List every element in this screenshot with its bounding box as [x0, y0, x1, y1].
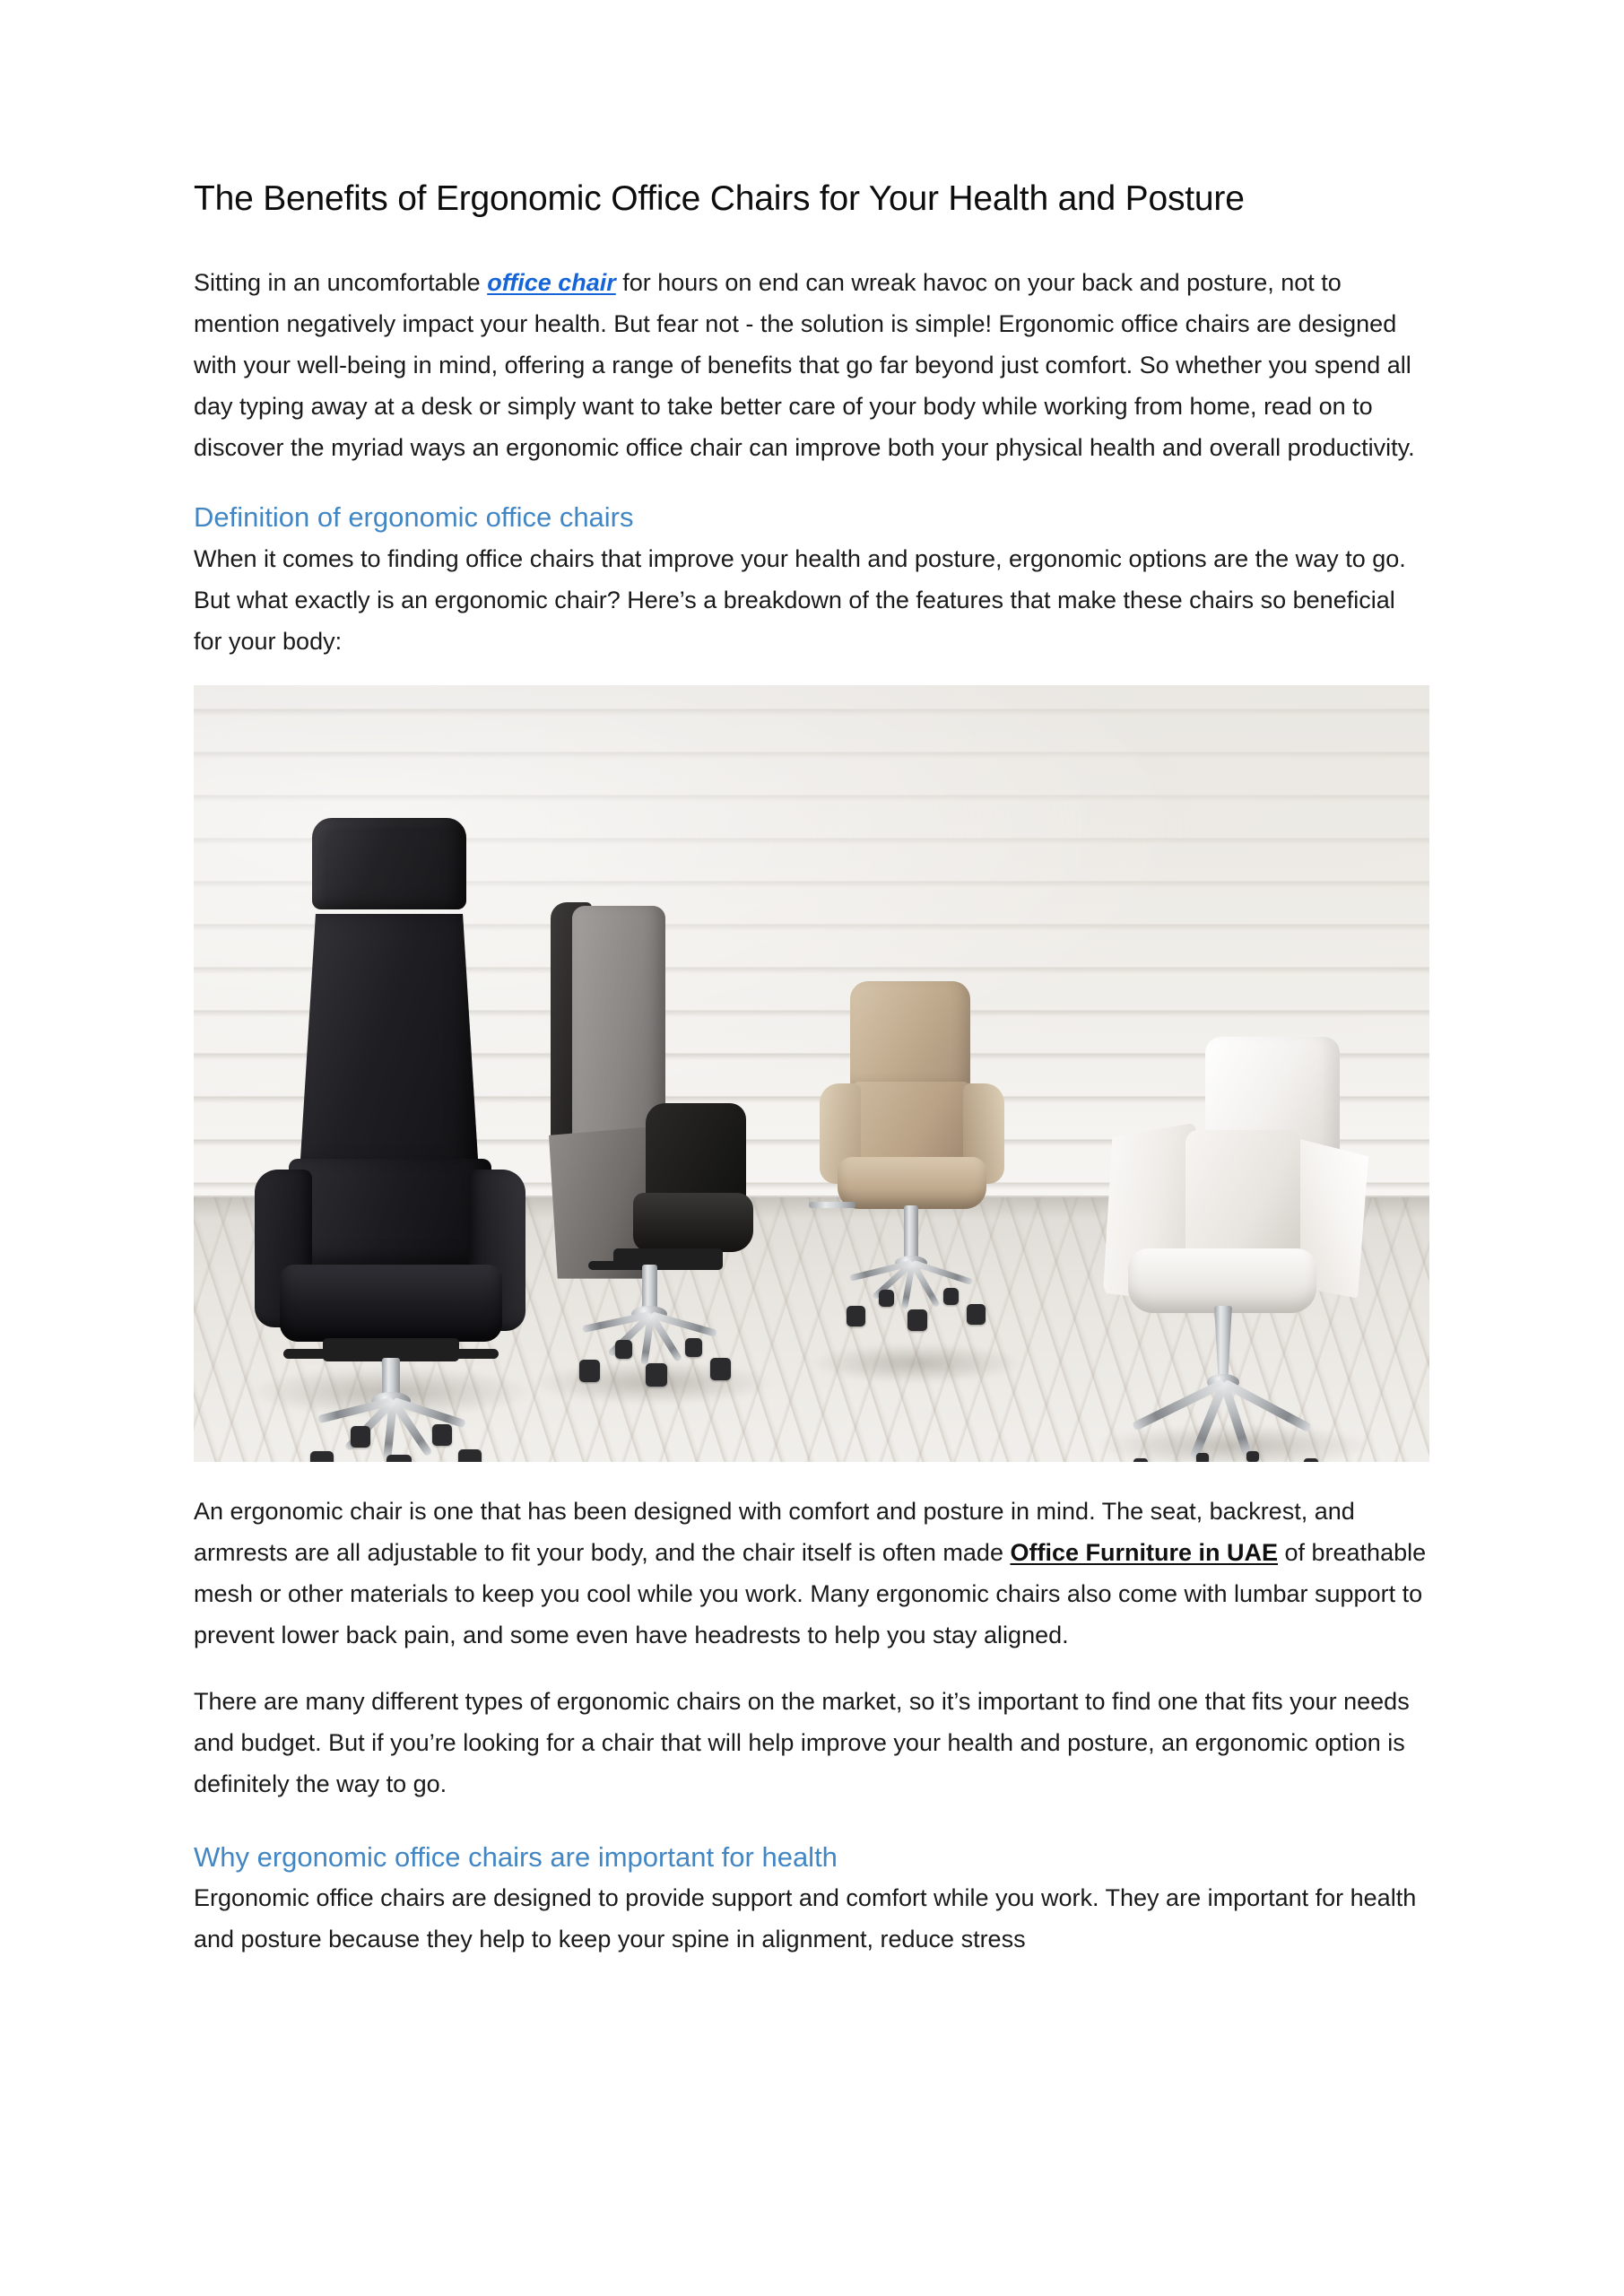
caster-wheel — [615, 1340, 632, 1359]
office-chair-link[interactable]: office chair — [487, 268, 616, 296]
white-low-back-swivel-chair — [1099, 1037, 1368, 1462]
beige-low-back-swivel-chair — [812, 981, 1019, 1403]
seat-cushion — [633, 1193, 753, 1252]
backrest-cushion — [300, 914, 479, 1174]
caster-wheel — [847, 1306, 865, 1326]
gas-lift-column — [904, 1205, 918, 1263]
chair-types-paragraph: There are many different types of ergonomic chairs on the market, so it’s important to find one that fits your needs and budget. But if you’re looking for a chair that will help improve your health and posture, an ergonomic option is definitely the way to go. — [194, 1687, 1410, 1797]
caster-wheel — [879, 1290, 894, 1307]
caster-wheel — [432, 1424, 452, 1446]
office-chairs-photo — [194, 685, 1429, 1462]
document-content — [194, 179, 1429, 1960]
section-heading-definition: Definition of ergonomic office chairs — [194, 500, 634, 533]
caster-wheel — [310, 1451, 334, 1462]
page-title: The Benefits of Ergonomic Office Chairs for Your Health and Posture — [194, 179, 1245, 218]
tilt-lever-left — [283, 1349, 339, 1359]
intro-text-after-link: for hours on end can wreak havoc on your back and posture, not to mention negatively impact your health. But fear not - the solution is simple! Ergonomic office chairs are designed with your well-being in mind, offering a range of benefits that go far beyond just comfort. So whether you spend all day typing away at a desk or simply want to take better care of your body while working from home, read on to discover the myriad ways an ergonomic office chair can improve both your physical health and overall productivity. — [194, 268, 1415, 461]
para1-text-before-link: An ergonomic chair is one that has been designed with comfort and posture in mind. The seat, backrest, and armrests are all adjustable to fit your body, and the chair itself is often made — [194, 1497, 1355, 1566]
caster-wheel — [967, 1304, 986, 1325]
glide-foot — [1133, 1458, 1148, 1462]
tilt-lever — [588, 1261, 637, 1270]
caster-wheel — [685, 1338, 702, 1357]
caster-wheel — [908, 1309, 927, 1331]
black-high-back-executive-chair — [256, 818, 525, 1437]
caster-wheel — [386, 1455, 412, 1462]
intro-paragraph — [194, 262, 1429, 468]
tilt-lever-right — [443, 1349, 499, 1359]
caster-wheel — [943, 1288, 959, 1305]
swivel-column — [1214, 1306, 1232, 1383]
seat-cushion — [1128, 1248, 1316, 1313]
caster-wheel — [710, 1358, 731, 1380]
backrest-cushion — [850, 981, 970, 1089]
seat-cushion — [838, 1157, 986, 1209]
grey-black-high-back-chair — [536, 902, 769, 1422]
height-adjust-lever — [809, 1202, 855, 1208]
lumbar-support — [289, 1159, 491, 1265]
caster-wheel — [458, 1449, 482, 1462]
glide-foot — [1304, 1458, 1318, 1462]
definition-paragraph: When it comes to finding office chairs that improve your health and posture, ergonomic options are the way to go. But what exactly is an ergonomic chair? Here’s a breakdown of the features that make these chairs so beneficial for your body: — [194, 544, 1406, 655]
office-chairs-figure — [194, 685, 1429, 1462]
lumbar-pad — [852, 1082, 970, 1161]
intro-text-before-link: Sitting in an uncomfortable — [194, 268, 488, 296]
inner-backrest-pad — [1185, 1130, 1300, 1265]
chair-shadow — [809, 1344, 1024, 1383]
caster-wheel — [646, 1363, 667, 1387]
caster-wheel — [579, 1360, 600, 1382]
glide-foot — [1196, 1453, 1209, 1462]
para1-text-after-link: of breathable mesh or other materials to keep you cool while you work. Many ergonomic chairs also come with lumbar support to prevent lower back pain, and some even have headrests to help you stay aligned. — [194, 1538, 1427, 1648]
office-furniture-uae-link[interactable]: Office Furniture in UAE — [1010, 1538, 1278, 1566]
why-important-paragraph: Ergonomic office chairs are designed to provide support and comfort while you work. They are important for health and posture because they help to keep your spine in alignment, reduce stress — [194, 1884, 1417, 1953]
section-heading-why-important: Why ergonomic office chairs are important for health — [194, 1840, 838, 1873]
headrest-cushion — [312, 818, 466, 909]
glide-foot — [1246, 1451, 1259, 1462]
caster-wheel — [351, 1426, 370, 1448]
ergonomic-chair-definition-paragraph — [194, 1491, 1429, 1656]
seat-cushion — [280, 1265, 502, 1342]
